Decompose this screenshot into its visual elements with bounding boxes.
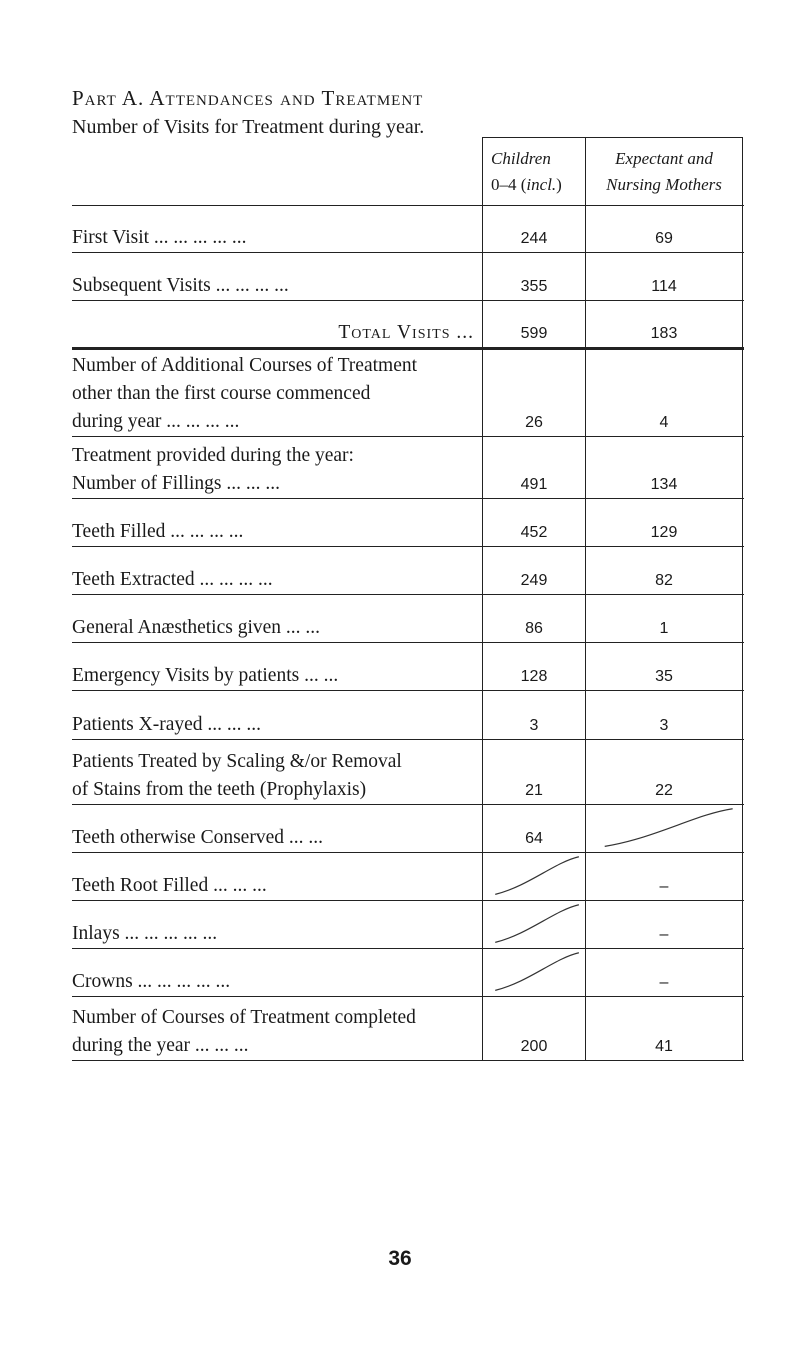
children-cell <box>482 691 585 739</box>
children-cell <box>482 301 585 347</box>
table-row <box>72 643 744 691</box>
children-value: 491 <box>520 476 548 493</box>
header-children-line2 <box>491 172 562 198</box>
children-value: 21 <box>525 782 543 799</box>
children-cell <box>482 740 585 804</box>
children-cell <box>482 350 585 436</box>
row-label <box>72 740 482 804</box>
row-label-line: General Anæsthetics given ... ... <box>72 617 321 638</box>
row-label-line: Treatment provided during the year: <box>72 445 354 466</box>
header-spacer <box>72 137 482 205</box>
header-children-close: ) <box>556 174 562 194</box>
header-mothers-line1: Expectant and <box>615 148 713 168</box>
row-label-line: Number of Courses of Treatment completed <box>72 1007 416 1028</box>
row-label <box>72 997 482 1060</box>
children-cell <box>482 206 585 252</box>
mothers-cell <box>585 301 743 347</box>
row-label-line: First Visit ... ... ... ... ... <box>72 227 247 248</box>
row-label <box>72 350 482 436</box>
mothers-cell <box>585 253 743 300</box>
header-children <box>482 137 585 205</box>
mothers-value: 114 <box>651 278 677 295</box>
mothers-cell <box>585 547 743 594</box>
header-mothers-line2: Nursing Mothers <box>606 174 722 194</box>
row-label <box>72 949 482 996</box>
mothers-cell <box>585 499 743 546</box>
row-label-line: other than the first course commenced <box>72 383 371 404</box>
header-children-line1: Children <box>491 148 551 168</box>
page-number: 36 <box>388 1247 412 1270</box>
table-row <box>72 740 744 805</box>
row-label <box>72 901 482 948</box>
children-value: 64 <box>525 830 543 847</box>
table-row <box>72 206 744 253</box>
row-label-line: Inlays ... ... ... ... ... <box>72 923 218 944</box>
row-label <box>72 253 482 300</box>
not-applicable-slash <box>483 901 585 948</box>
mothers-value: 129 <box>650 524 678 541</box>
row-label-line: during year ... ... ... ... <box>72 411 240 432</box>
children-cell <box>482 853 585 900</box>
mothers-cell <box>585 643 743 690</box>
children-value: 26 <box>525 414 543 431</box>
mothers-value: 3 <box>659 717 669 734</box>
table-row <box>72 595 744 643</box>
table-row <box>72 997 744 1061</box>
children-cell <box>482 253 585 300</box>
mothers-value: 35 <box>655 668 673 685</box>
mothers-value: 69 <box>655 230 673 247</box>
table-row <box>72 949 744 997</box>
mothers-value: – <box>659 926 669 943</box>
children-value: 355 <box>520 278 548 295</box>
treatment-table <box>72 137 744 1061</box>
children-cell <box>482 901 585 948</box>
row-label-line: of Stains from the teeth (Prophylaxis) <box>72 779 367 800</box>
children-cell <box>482 595 585 642</box>
mothers-cell <box>585 350 743 436</box>
mothers-value: 134 <box>650 476 678 493</box>
row-label-line: Teeth Root Filled ... ... ... <box>72 875 267 896</box>
children-cell <box>482 997 585 1060</box>
table-row <box>72 853 744 901</box>
table-row <box>72 547 744 595</box>
header-row <box>72 137 744 206</box>
row-label-line: Teeth Filled ... ... ... ... <box>72 521 244 542</box>
header-children-age: 0–4 ( <box>491 174 527 194</box>
children-cell <box>482 643 585 690</box>
children-value: 452 <box>520 524 548 541</box>
table-row <box>72 253 744 301</box>
section-heading: Part A. Attendances and Treatment <box>72 86 424 110</box>
table-row <box>72 901 744 949</box>
children-cell <box>482 437 585 498</box>
row-label-line: Teeth otherwise Conserved ... ... <box>72 827 323 848</box>
mothers-cell <box>585 691 743 739</box>
row-label <box>72 691 482 739</box>
children-value: 599 <box>520 325 548 342</box>
row-label-line: Patients Treated by Scaling &/or Removal <box>72 751 402 772</box>
header-mothers <box>585 137 743 205</box>
mothers-cell <box>585 805 743 852</box>
children-value: 200 <box>520 1038 548 1055</box>
mothers-cell <box>585 949 743 996</box>
header-children-incl: incl. <box>526 174 557 194</box>
row-label <box>72 547 482 594</box>
row-label <box>72 853 482 900</box>
table-row <box>72 437 744 499</box>
mothers-cell <box>585 206 743 252</box>
row-label-line: Subsequent Visits ... ... ... ... <box>72 275 289 296</box>
children-value: 128 <box>520 668 548 685</box>
not-applicable-slash <box>483 853 585 900</box>
table-row <box>72 805 744 853</box>
children-value: 244 <box>520 230 548 247</box>
table-row <box>72 499 744 547</box>
not-applicable-slash <box>483 949 585 996</box>
row-label-line: Teeth Extracted ... ... ... ... <box>72 569 273 590</box>
row-label-line: Emergency Visits by patients ... ... <box>72 665 339 686</box>
table-row <box>72 350 744 437</box>
mothers-cell <box>585 997 743 1060</box>
table-row <box>72 691 744 740</box>
mothers-value: 183 <box>650 325 678 342</box>
row-label-line: Total Visits ... <box>338 322 474 343</box>
row-label-line: during the year ... ... ... <box>72 1035 249 1056</box>
mothers-cell <box>585 437 743 498</box>
children-value: 86 <box>525 620 543 637</box>
row-label-line: Crowns ... ... ... ... ... <box>72 971 231 992</box>
children-cell <box>482 499 585 546</box>
row-label <box>72 805 482 852</box>
mothers-cell <box>585 595 743 642</box>
mothers-value: – <box>659 878 669 895</box>
row-label-line: Number of Additional Courses of Treatment <box>72 355 418 376</box>
row-label <box>72 301 482 347</box>
row-label-line: Patients X-rayed ... ... ... <box>72 714 262 735</box>
mothers-value: 4 <box>659 414 669 431</box>
table-intro: Number of Visits for Treatment during year. <box>72 116 425 138</box>
children-cell <box>482 805 585 852</box>
children-cell <box>482 547 585 594</box>
row-label <box>72 499 482 546</box>
row-label-line: Number of Fillings ... ... ... <box>72 473 280 494</box>
mothers-cell <box>585 740 743 804</box>
children-value: 3 <box>529 717 539 734</box>
row-label <box>72 643 482 690</box>
row-label <box>72 206 482 252</box>
mothers-cell <box>585 853 743 900</box>
row-label <box>72 595 482 642</box>
mothers-value: 22 <box>655 782 673 799</box>
not-applicable-slash <box>586 805 742 852</box>
children-cell <box>482 949 585 996</box>
mothers-value: – <box>659 974 669 991</box>
children-value: 249 <box>520 572 548 589</box>
mothers-value: 1 <box>659 620 669 637</box>
table-row <box>72 301 744 350</box>
mothers-value: 41 <box>655 1038 673 1055</box>
mothers-value: 82 <box>655 572 673 589</box>
mothers-cell <box>585 901 743 948</box>
row-label <box>72 437 482 498</box>
